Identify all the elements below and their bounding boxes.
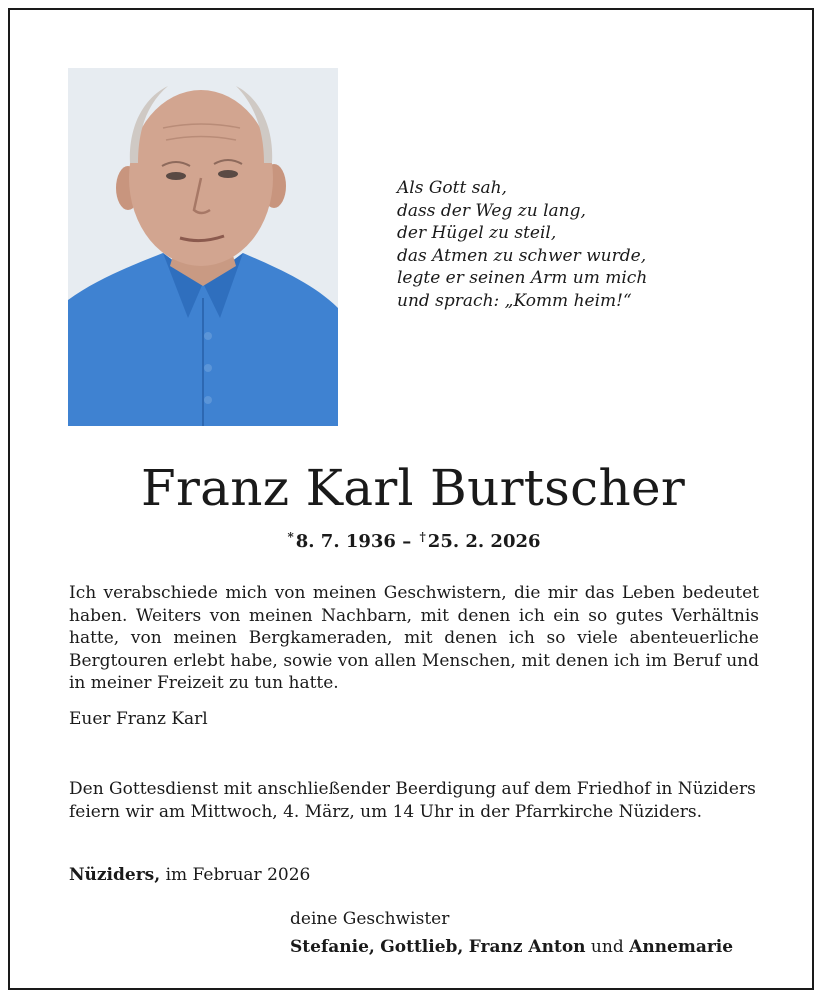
family-name: Gottlieb, [380, 937, 464, 957]
farewell-text: Ich verabschiede mich von meinen Geschwistern, die mir das Leben bedeutet haben. Weiters von meinen Nachbarn, mit denen ich ein so gutes Verhältnis hatte, von meinen Bergkameraden, mit denen ich so viele abenteuerliche Bergtouren erlebt habe, sowie von allen Menschen, mit denen ich im Beruf und in meiner Freizeit zu tun hatte. [69, 583, 759, 693]
poem-line: der Hügel zu steil, [397, 223, 557, 243]
family-name: Franz Anton [468, 937, 586, 957]
family-label: deine Geschwister [290, 909, 450, 929]
place-date: im Februar 2026 [160, 865, 311, 885]
birth-symbol: * [287, 530, 294, 544]
poem [397, 177, 727, 312]
poem-line: legte er seinen Arm um mich [397, 268, 648, 288]
portrait-image [68, 68, 338, 426]
place-town: Nüziders, [69, 865, 161, 885]
birth-date: 8. 7. 1936 [295, 531, 396, 552]
family-name: Stefanie, [290, 937, 375, 957]
place-and-date [69, 864, 310, 886]
date-separator: – [402, 531, 412, 552]
funeral-service-info [69, 778, 769, 823]
death-symbol: † [419, 530, 426, 544]
family-names [290, 936, 733, 958]
service-line: feiern wir am Mittwoch, 4. März, um 14 Uhr in der Pfarrkirche Nüziders. [69, 801, 703, 822]
poem-line: und sprach: „Komm heim!“ [397, 290, 632, 311]
death-date: 25. 2. 2026 [427, 531, 541, 552]
poem-line: Als Gott sah, [397, 178, 507, 198]
family-name: Annemarie [629, 937, 734, 957]
service-line: Den Gottesdienst mit anschließender Beerdigung auf dem Friedhof in Nüziders [69, 779, 756, 799]
farewell-signature: Euer Franz Karl [69, 709, 208, 729]
poem-line: das Atmen zu schwer wurde, [397, 245, 647, 266]
poem-line: dass der Weg zu lang, [397, 200, 586, 221]
portrait-photo [68, 68, 338, 426]
family-connector: und [585, 937, 630, 957]
deceased-name: Franz Karl Burtscher [140, 459, 686, 517]
life-dates [0, 525, 826, 554]
